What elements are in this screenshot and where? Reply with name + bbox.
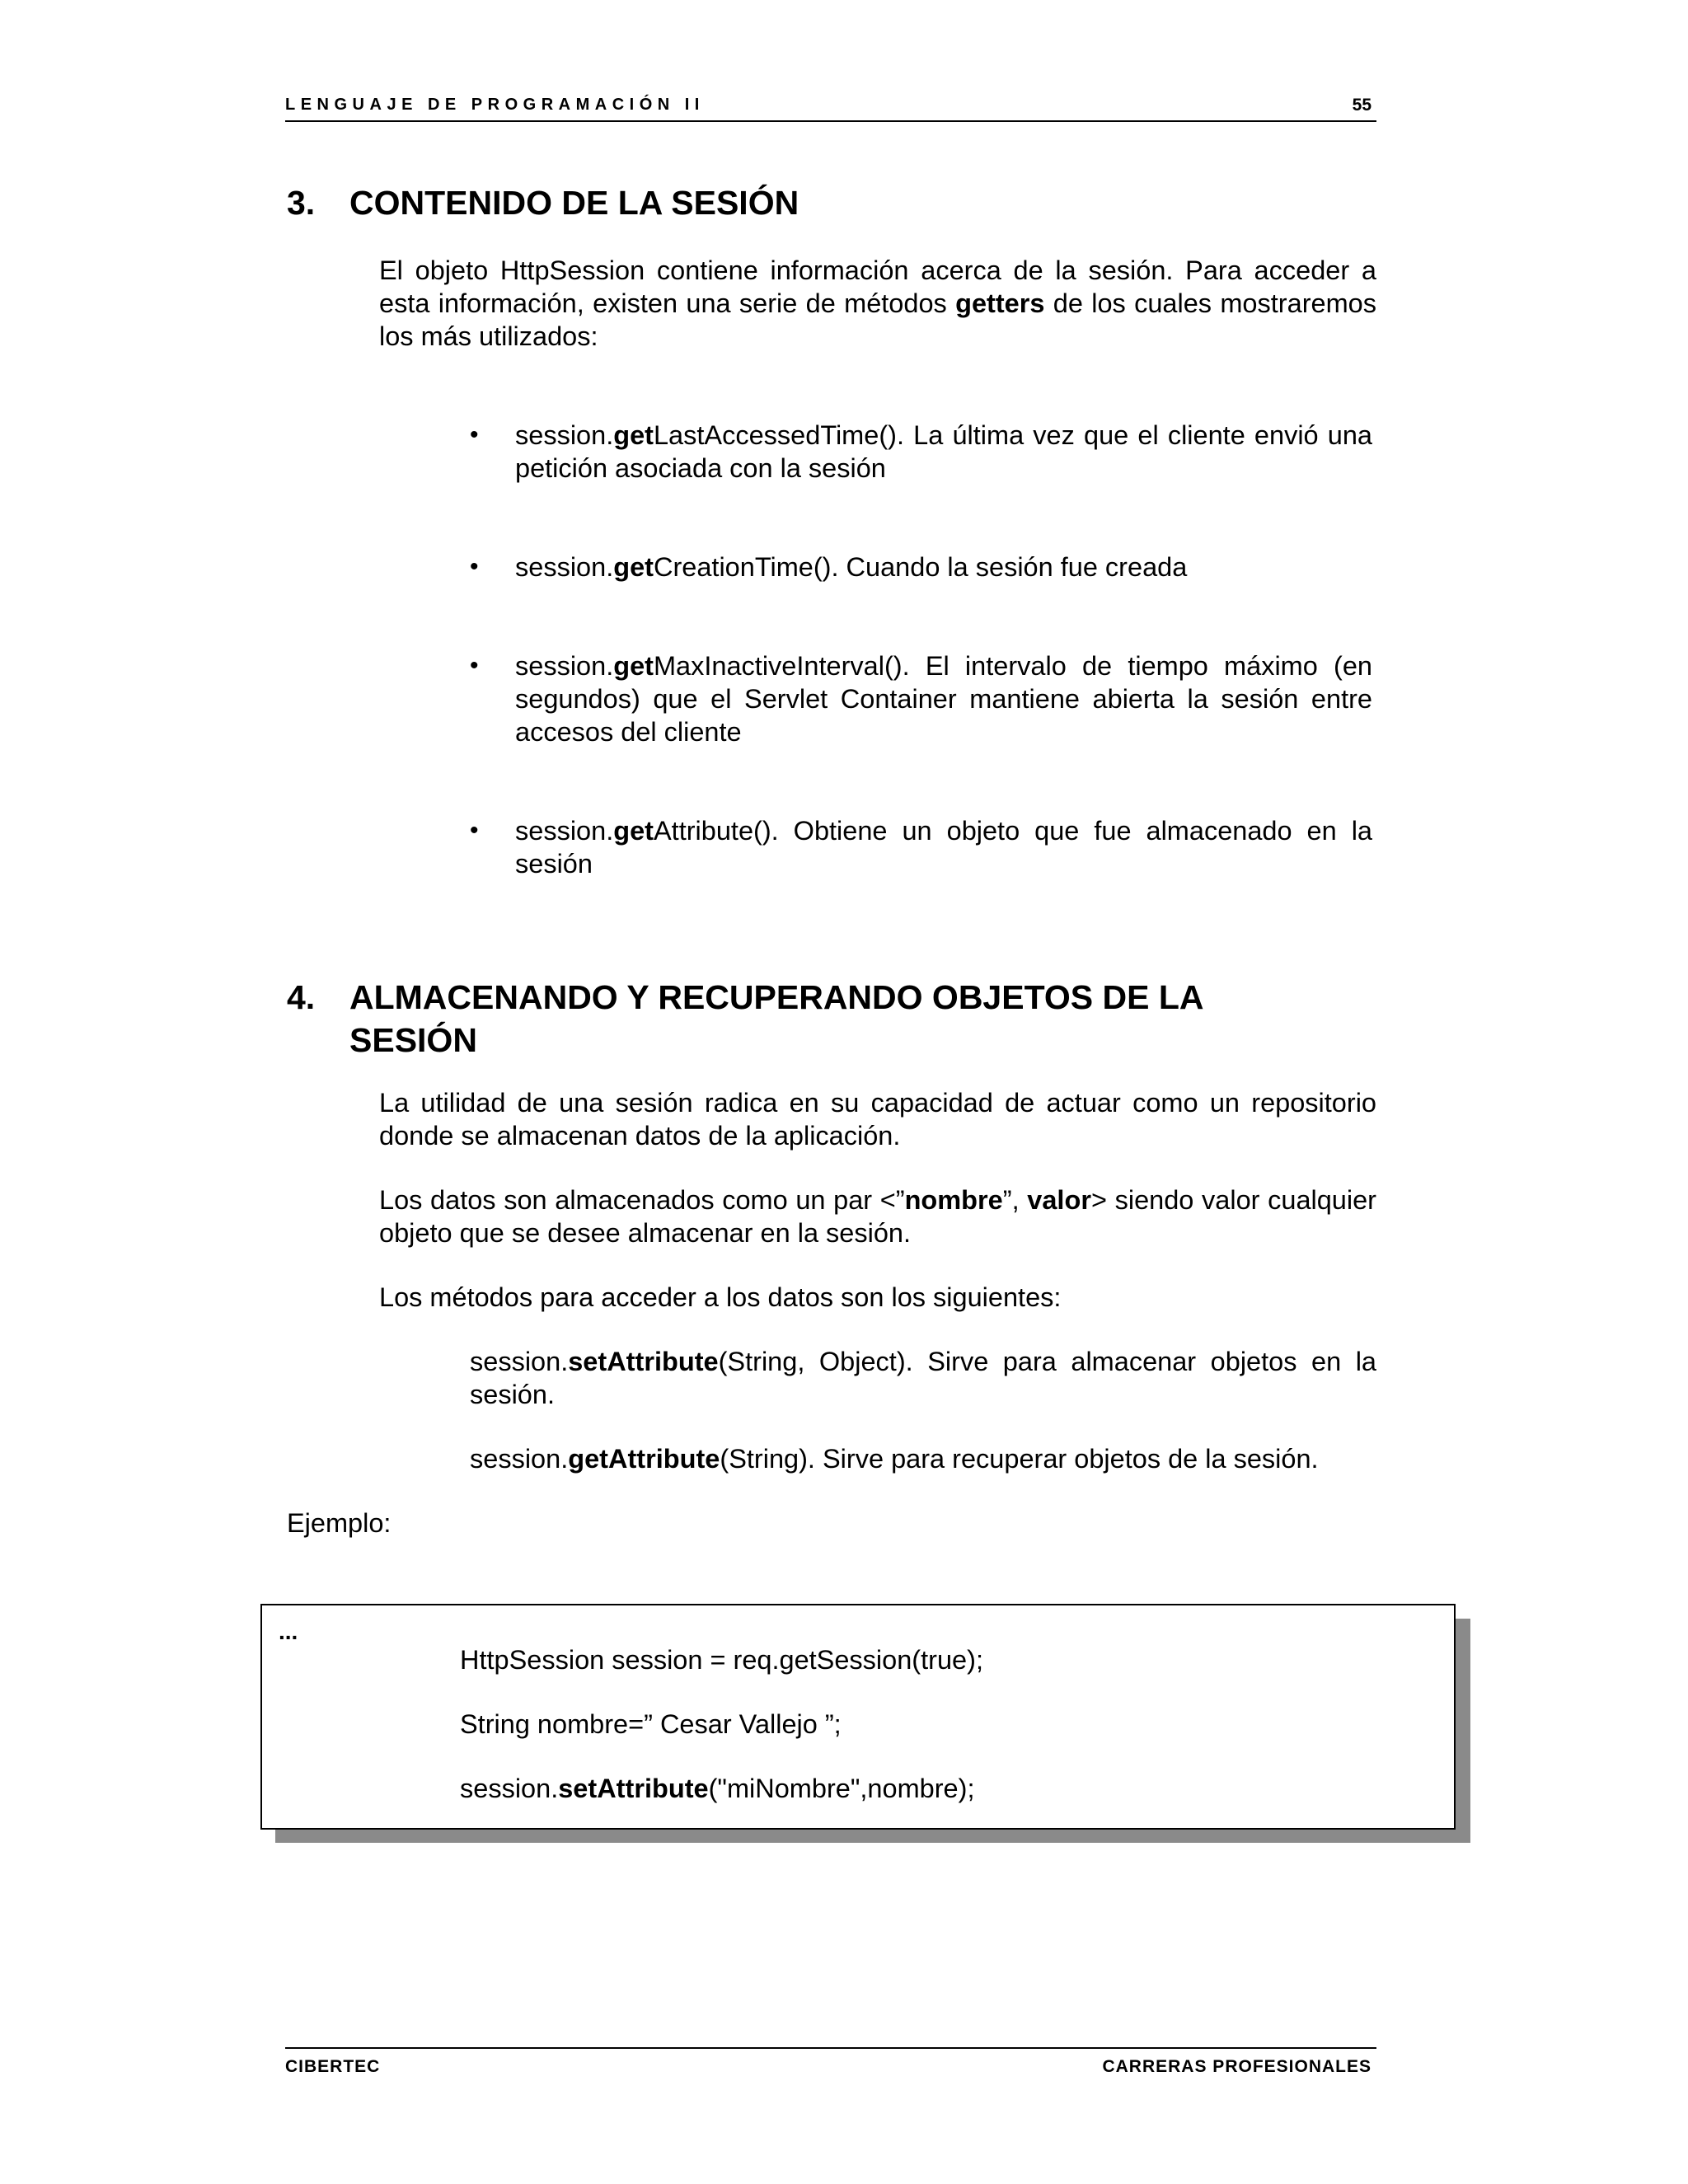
code-ellipsis: ... xyxy=(279,1619,298,1644)
list-item: • session.getLastAccessedTime(). La última vez que el cliente envió una petición asociada con la sesión xyxy=(470,420,1372,483)
bullet-icon: • xyxy=(470,817,479,844)
list-item: • session.getCreationTime(). Cuando la sesión fue creada xyxy=(470,552,1188,582)
section-4-paragraph-1: La utilidad de una sesión radica en su capacidad de actuar como un repositorio donde se almacenan datos de la aplicación. xyxy=(379,1088,1376,1151)
footer-right: CARRERAS PROFESIONALES xyxy=(1102,2057,1372,2076)
bullet-icon: • xyxy=(470,553,479,580)
page-header xyxy=(285,92,1376,122)
method-get-attribute: session.getAttribute(String). Sirve para recuperar objetos de la sesión. xyxy=(470,1444,1319,1474)
section-4-paragraph-2: Los datos son almacenados como un par <”nombre”, valor> siendo valor cualquier objeto que se desee almacenar en la sesión. xyxy=(379,1185,1377,1248)
example-label: Ejemplo: xyxy=(287,1508,392,1538)
footer-left: CIBERTEC xyxy=(285,2057,381,2076)
code-line-3: session.setAttribute("miNombre",nombre); xyxy=(460,1774,975,1803)
intro-bold-getters: getters xyxy=(955,288,1045,318)
code-line-1: HttpSession session = req.getSession(true); xyxy=(460,1645,983,1675)
section-4-number: 4. xyxy=(287,978,316,1016)
bullet-icon: • xyxy=(470,652,479,679)
section-3-intro: El objeto HttpSession contiene información acerca de la sesión. Para acceder a esta información, existen una serie de métodos getters de los cuales mostraremos los más utilizados: xyxy=(379,255,1376,351)
section-3-title: CONTENIDO DE LA SESIÓN xyxy=(349,184,799,222)
page-footer xyxy=(285,2047,1376,2080)
section-4-paragraph-3: Los métodos para acceder a los datos son los siguientes: xyxy=(379,1282,1062,1312)
list-item: • session.getAttribute(). Obtiene un objeto que fue almacenado en la sesión xyxy=(470,816,1372,879)
code-line-2: String nombre=” Cesar Vallejo ”; xyxy=(460,1709,842,1739)
code-example-box xyxy=(260,1604,1456,1830)
list-item: • session.getMaxInactiveInterval(). El intervalo de tiempo máximo (en segundos) que el Servlet Container mantiene abierta la sesión entre accesos del cliente xyxy=(470,651,1372,747)
page-number: 55 xyxy=(1352,96,1372,115)
section-4-title-line-1: ALMACENANDO Y RECUPERANDO OBJETOS DE LA xyxy=(349,978,1204,1016)
header-title: LENGUAJE DE PROGRAMACIÓN II xyxy=(285,96,705,114)
section-4-title-line-2: SESIÓN xyxy=(349,1021,477,1059)
bullet-icon: • xyxy=(470,421,479,448)
section-3-number: 3. xyxy=(287,184,316,222)
method-set-attribute: session.setAttribute(String, Object). Sirve para almacenar objetos en la sesión. xyxy=(470,1347,1376,1409)
